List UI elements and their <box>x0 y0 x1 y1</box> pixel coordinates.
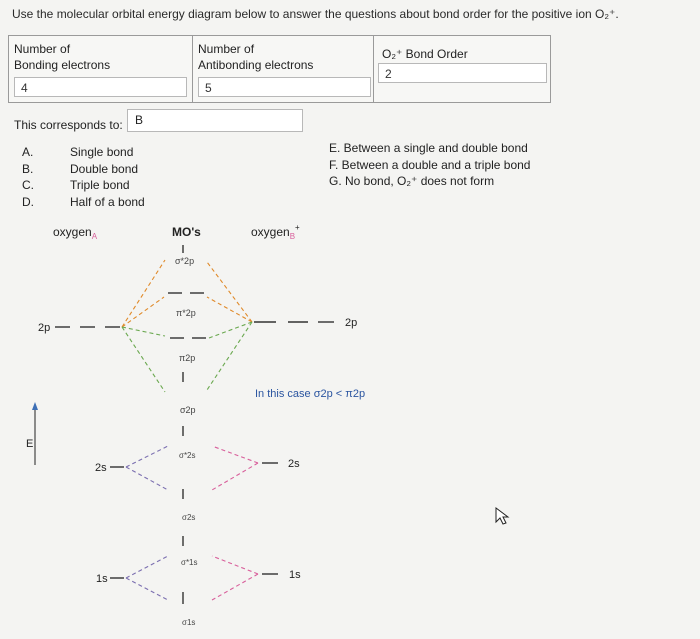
cursor-icon <box>496 508 508 524</box>
option-b-letter: B. <box>22 161 34 176</box>
options-right-list <box>329 140 530 190</box>
answer-table <box>8 35 551 103</box>
options-left-texts <box>70 144 145 210</box>
mo-sigma-star-2p-label: σ*2p <box>175 256 195 266</box>
bond-order-input[interactable]: 2 <box>378 63 547 83</box>
mo-diagram <box>0 215 700 639</box>
energy-axis-label: E <box>26 438 34 450</box>
bonding-electrons-input[interactable]: 4 <box>14 77 187 97</box>
antibonding-header-line1: Number of <box>198 42 255 56</box>
bonding-header-line1: Number of <box>14 42 71 56</box>
mos-label: MO's <box>172 225 201 239</box>
left-2s-label: 2s <box>95 462 107 474</box>
mo-pi-2p-label: π2p <box>179 353 196 363</box>
corresponds-input[interactable]: B <box>127 109 303 132</box>
mo-levels <box>168 245 206 604</box>
antibonding-cell <box>192 36 373 102</box>
bond-order-cell <box>373 36 551 102</box>
option-g-text: G. No bond, O₂⁺ does not form <box>329 174 495 188</box>
antibonding-header-line2: Antibonding electrons <box>198 58 314 72</box>
option-c-letter: C. <box>22 178 34 192</box>
option-d-letter: D. <box>22 194 34 209</box>
options-left-list <box>22 144 34 210</box>
note-text: In this case σ2p < π2p <box>255 388 366 400</box>
mo-sigma-star-2s-label: σ*2s <box>179 451 196 460</box>
left-1s-label: 1s <box>96 573 108 585</box>
option-a-text: Single bond <box>70 145 134 159</box>
option-f-text: F. Between a double and a triple bond <box>329 157 531 172</box>
option-e-text: E. Between a single and double bond <box>329 141 528 155</box>
option-b-text: Double bond <box>70 161 139 176</box>
option-a-letter: A. <box>22 145 34 159</box>
question-text: Use the molecular orbital energy diagram below to answer the questions about bond order for the positive ion O₂⁺. <box>12 7 619 21</box>
option-d-text: Half of a bond <box>70 194 145 209</box>
right-2s-label: 2s <box>288 458 300 470</box>
corresponds-label: This corresponds to: <box>14 118 123 132</box>
mo-sigma-2s-label: σ2s <box>182 513 196 522</box>
option-c-text: Triple bond <box>70 178 130 192</box>
bonding-cell <box>9 36 191 102</box>
antibonding-electrons-input[interactable]: 5 <box>198 77 371 97</box>
mo-sigma-star-1s-label: σ*1s <box>181 558 198 567</box>
bond-order-header: O₂⁺ Bond Order <box>382 47 468 61</box>
right-2p-label: 2p <box>345 317 358 329</box>
mo-sigma-1s-label: σ1s <box>182 618 196 627</box>
right-1s-label: 1s <box>289 569 301 581</box>
bonding-header-line2: Bonding electrons <box>14 58 111 72</box>
left-2p-label: 2p <box>38 322 51 334</box>
energy-arrow-icon <box>32 402 38 465</box>
mo-pi-star-2p-label: π*2p <box>176 308 196 318</box>
mo-sigma-2p-label: σ2p <box>180 405 196 415</box>
oxygen-a-label: oxygen$_A$ <box>53 225 98 241</box>
oxygen-b-label: oxygen$_B$+ <box>251 223 300 241</box>
